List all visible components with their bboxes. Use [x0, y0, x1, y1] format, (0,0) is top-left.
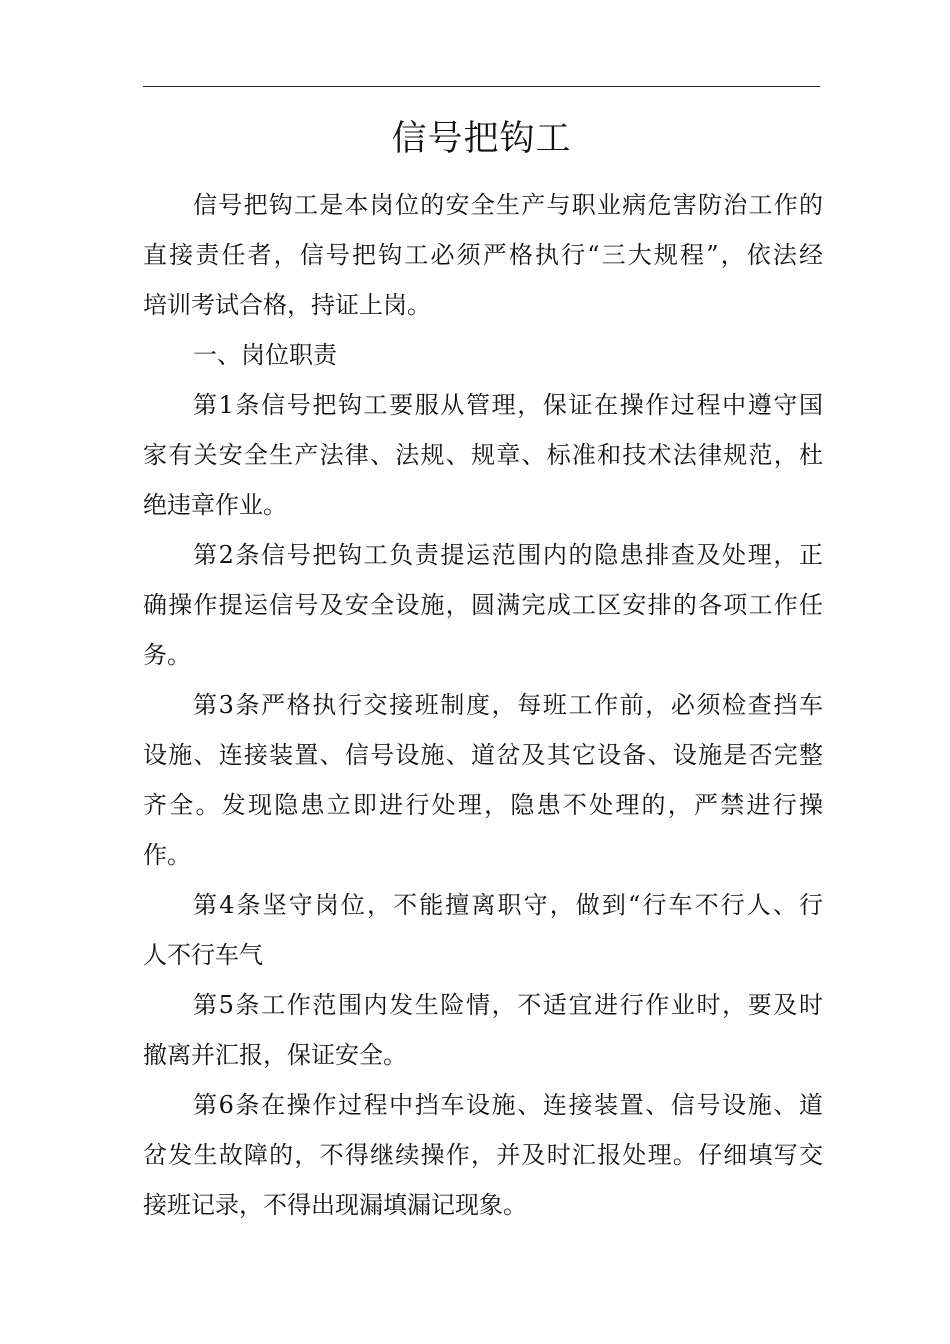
paragraph-line: 第6条在操作过程中挡车设施、连接装置、信号设施、道	[193, 1091, 823, 1119]
article-2	[143, 530, 823, 680]
article-1	[143, 380, 823, 530]
paragraph-line: 直接责任者，信号把钩工必须严格执行“三大规程”，依法经	[143, 241, 823, 269]
paragraph-line: 撤离并汇报，保证安全。	[143, 1041, 407, 1069]
article-5	[143, 980, 823, 1080]
paragraph-line: 家有关安全生产法律、法规、规章、标准和技术法律规范，杜	[143, 441, 823, 469]
paragraph-line: 确操作提运信号及安全设施，圆满完成工区安排的各项工作任	[143, 591, 823, 619]
paragraph-line: 齐全。发现隐患立即进行处理，隐患不处理的，严禁进行操	[143, 791, 823, 819]
paragraph-line: 第5条工作范围内发生险情，不适宜进行作业时，要及时	[193, 991, 823, 1019]
paragraph-line: 第4条坚守岗位，不能擅离职守，做到“行车不行人、行	[193, 891, 823, 919]
article-3	[143, 680, 823, 880]
intro-paragraph	[143, 180, 823, 330]
paragraph-line: 人不行车气	[143, 941, 263, 969]
article-4	[143, 880, 823, 980]
paragraph-line: 信号把钩工是本岗位的安全生产与职业病危害防治工作的	[193, 191, 823, 219]
section-heading: 一、岗位职责	[193, 341, 337, 369]
paragraph-line: 务。	[143, 641, 191, 669]
paragraph-line: 岔发生故障的，不得继续操作，并及时汇报处理。仔细填写交	[143, 1141, 823, 1169]
document-title: 信号把钩工	[391, 119, 572, 159]
paragraph-line: 第3条严格执行交接班制度，每班工作前，必须检查挡车	[193, 691, 823, 719]
paragraph-line: 第2条信号把钩工负责提运范围内的隐患排查及处理，正	[193, 541, 823, 569]
document-body	[143, 180, 823, 1230]
paragraph-line: 作。	[143, 841, 191, 869]
header-rule	[143, 86, 820, 87]
paragraph-line: 绝违章作业。	[143, 491, 287, 519]
paragraph-line: 设施、连接装置、信号设施、道岔及其它设备、设施是否完整	[143, 741, 823, 769]
article-6	[143, 1080, 823, 1230]
paragraph-line: 第1条信号把钩工要服从管理，保证在操作过程中遵守国	[193, 391, 823, 419]
paragraph-line: 培训考试合格，持证上岗。	[143, 291, 431, 319]
paragraph-line: 接班记录，不得出现漏填漏记现象。	[143, 1191, 527, 1219]
